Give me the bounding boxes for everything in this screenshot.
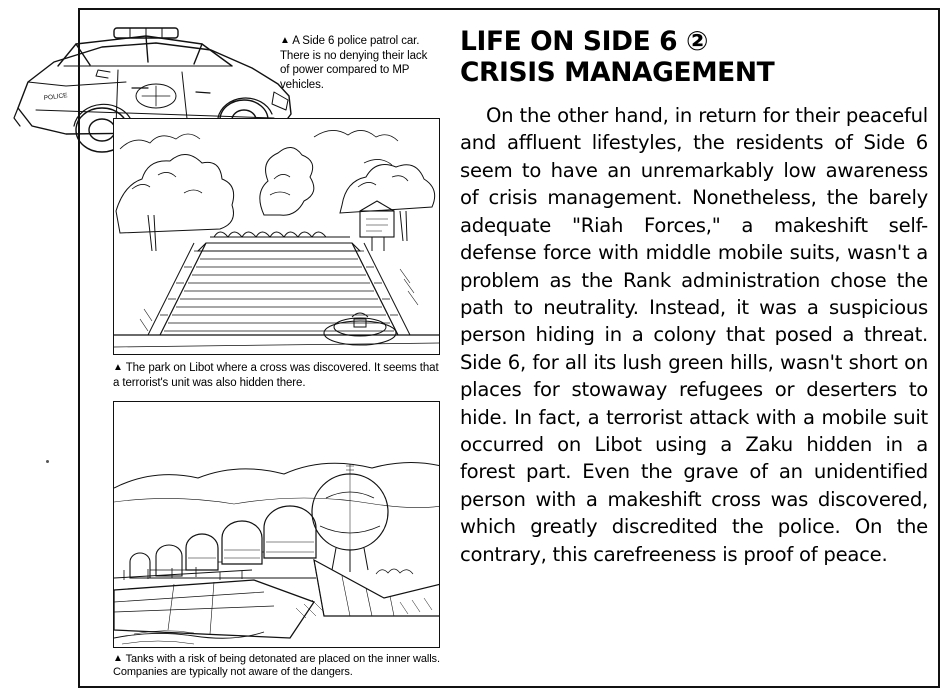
right-column [460,26,928,568]
article-body-text: On the other hand, in return for their peaceful and affluent lifestyles, the residents of Side 6 seem to have an unremarkably low awareness of crisis management. Nonetheless, the barely adequate "Riah Forces," a makeshift self-defense force with middle mobile suits, wasn't a problem as the Rank administration chose the path to neutrality. Instead, it was a suspicious person hiding in a colony that posed a threat. Side 6, for all its lush green hills, wasn't short on places for stowaway refugees or deserters to hide. In fact, a terrorist attack with a mobile suit occurred on Libot using a Zaku hidden in a forest part. Even the grave of an unidentified person with a makeshift cross was discovered, which greatly discredited the police. On the contrary, this carefreeness is proof of peace. [460,104,928,566]
caption-police-car [280,34,438,93]
headline-line-1: LIFE ON SIDE 6 ② [460,26,709,57]
caption-marker-icon: ▲ [113,653,123,664]
caption-police-car-text: A Side 6 police patrol car. There is no denying their lack of power compared to MP vehicles. [280,35,428,92]
headline-line-2: CRISIS MANAGEMENT [460,57,775,88]
caption-marker-icon: ▲ [113,362,123,373]
left-column [43,16,440,680]
article-body [460,102,928,568]
caption-park-text: The park on Libot where a cross was discovered. It seems that a terrorist's unit was also hidden there. [113,362,439,389]
caption-tanks-text: Tanks with a risk of being detonated are placed on the inner walls. Companies are typically not aware of the dangers. [113,653,440,679]
figure-storage-tanks [113,401,440,648]
caption-park [113,361,443,390]
caption-tanks [113,653,448,680]
figure-park-stairs [113,118,440,355]
caption-marker-icon: ▲ [280,35,290,46]
article-headline [460,26,928,88]
stray-mark [46,460,49,463]
police-car-label: POLICE [43,92,68,102]
